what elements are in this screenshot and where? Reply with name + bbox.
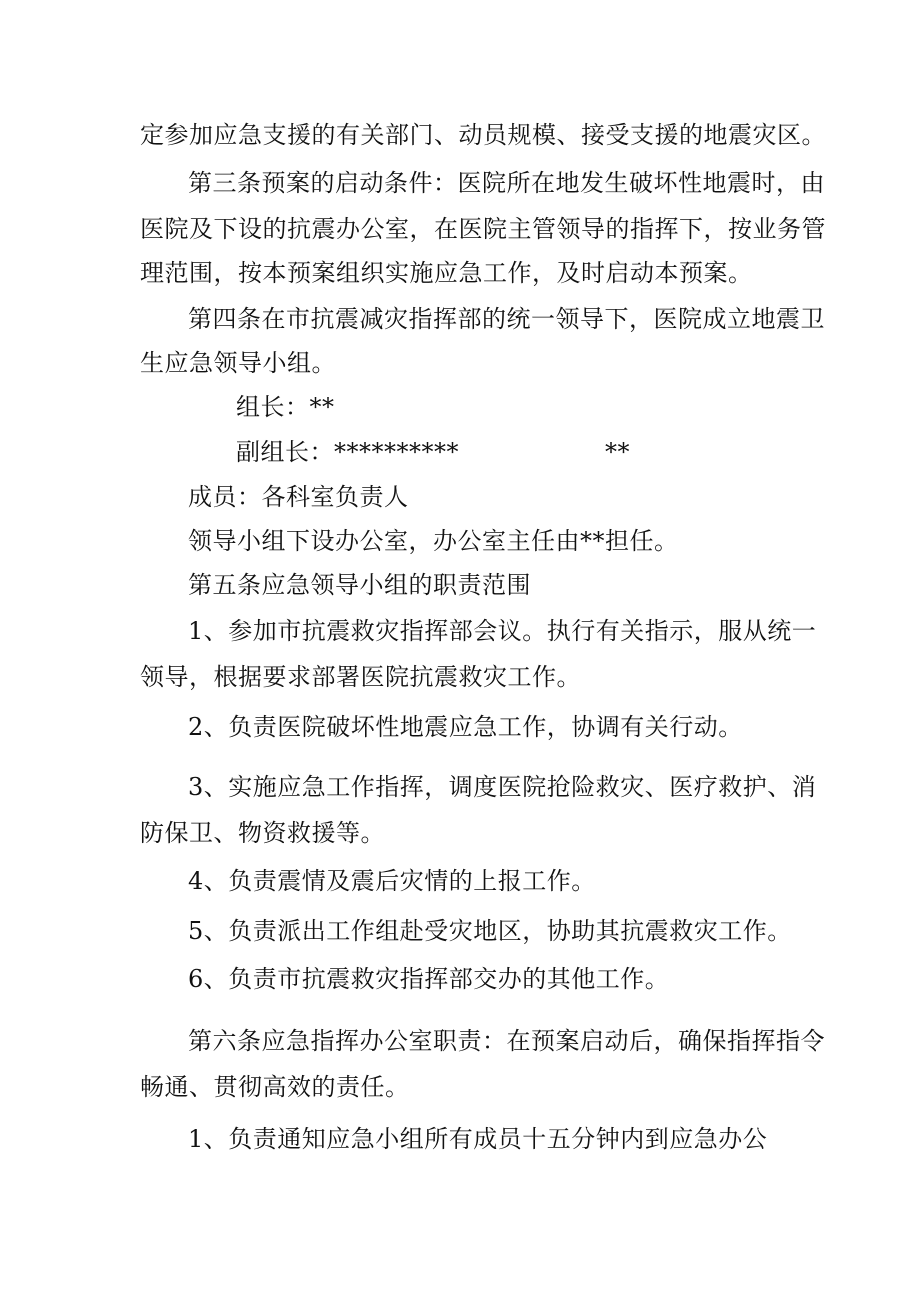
text-line: 第四条在市抗震减灾指挥部的统一领导下，医院成立地震卫 — [188, 305, 825, 333]
text-line: 第五条应急领导小组的职责范围 — [188, 571, 531, 599]
text-line: 1、参加市抗震救灾指挥部会议。执行有关指示，服从统一 — [188, 617, 817, 645]
text-line: 组长：** — [236, 393, 335, 421]
text-line: 畅通、贯彻高效的责任。 — [140, 1073, 410, 1101]
text-line: 6、负责市抗震救灾指挥部交办的其他工作。 — [188, 965, 670, 993]
text-line: 成员：各科室负责人 — [188, 483, 409, 511]
text-line: 定参加应急支援的有关部门、动员规模、接受支援的地震灾区。 — [140, 121, 826, 149]
text-line: 第三条预案的启动条件：医院所在地发生破坏性地震时，由 — [188, 169, 825, 197]
text-line: 1、负责通知应急小组所有成员十五分钟内到应急办公 — [188, 1125, 768, 1153]
text-line: 第六条应急指挥办公室职责：在预案启动后，确保指挥指令 — [188, 1027, 825, 1055]
text-line: 领导，根据要求部署医院抗震救灾工作。 — [140, 663, 581, 691]
text-line: 2、负责医院破坏性地震应急工作，协调有关行动。 — [188, 713, 743, 741]
text-line: 医院及下设的抗震办公室，在医院主管领导的指挥下，按业务管 — [140, 215, 826, 243]
text-line: 领导小组下设办公室，办公室主任由**担任。 — [188, 527, 679, 555]
text-line: 防保卫、物资救援等。 — [140, 819, 385, 847]
text-line: 生应急领导小组。 — [140, 349, 336, 377]
text-line: 副组长：********** — [236, 438, 459, 466]
text-line: 4、负责震情及震后灾情的上报工作。 — [188, 867, 596, 895]
text-line: 理范围，按本预案组织实施应急工作，及时启动本预案。 — [140, 259, 753, 287]
text-line: 3、实施应急工作指挥，调度医院抢险救灾、医疗救护、消 — [188, 773, 817, 801]
text-line: ** — [605, 438, 630, 466]
text-line: 5、负责派出工作组赴受灾地区，协助其抗震救灾工作。 — [188, 917, 792, 945]
